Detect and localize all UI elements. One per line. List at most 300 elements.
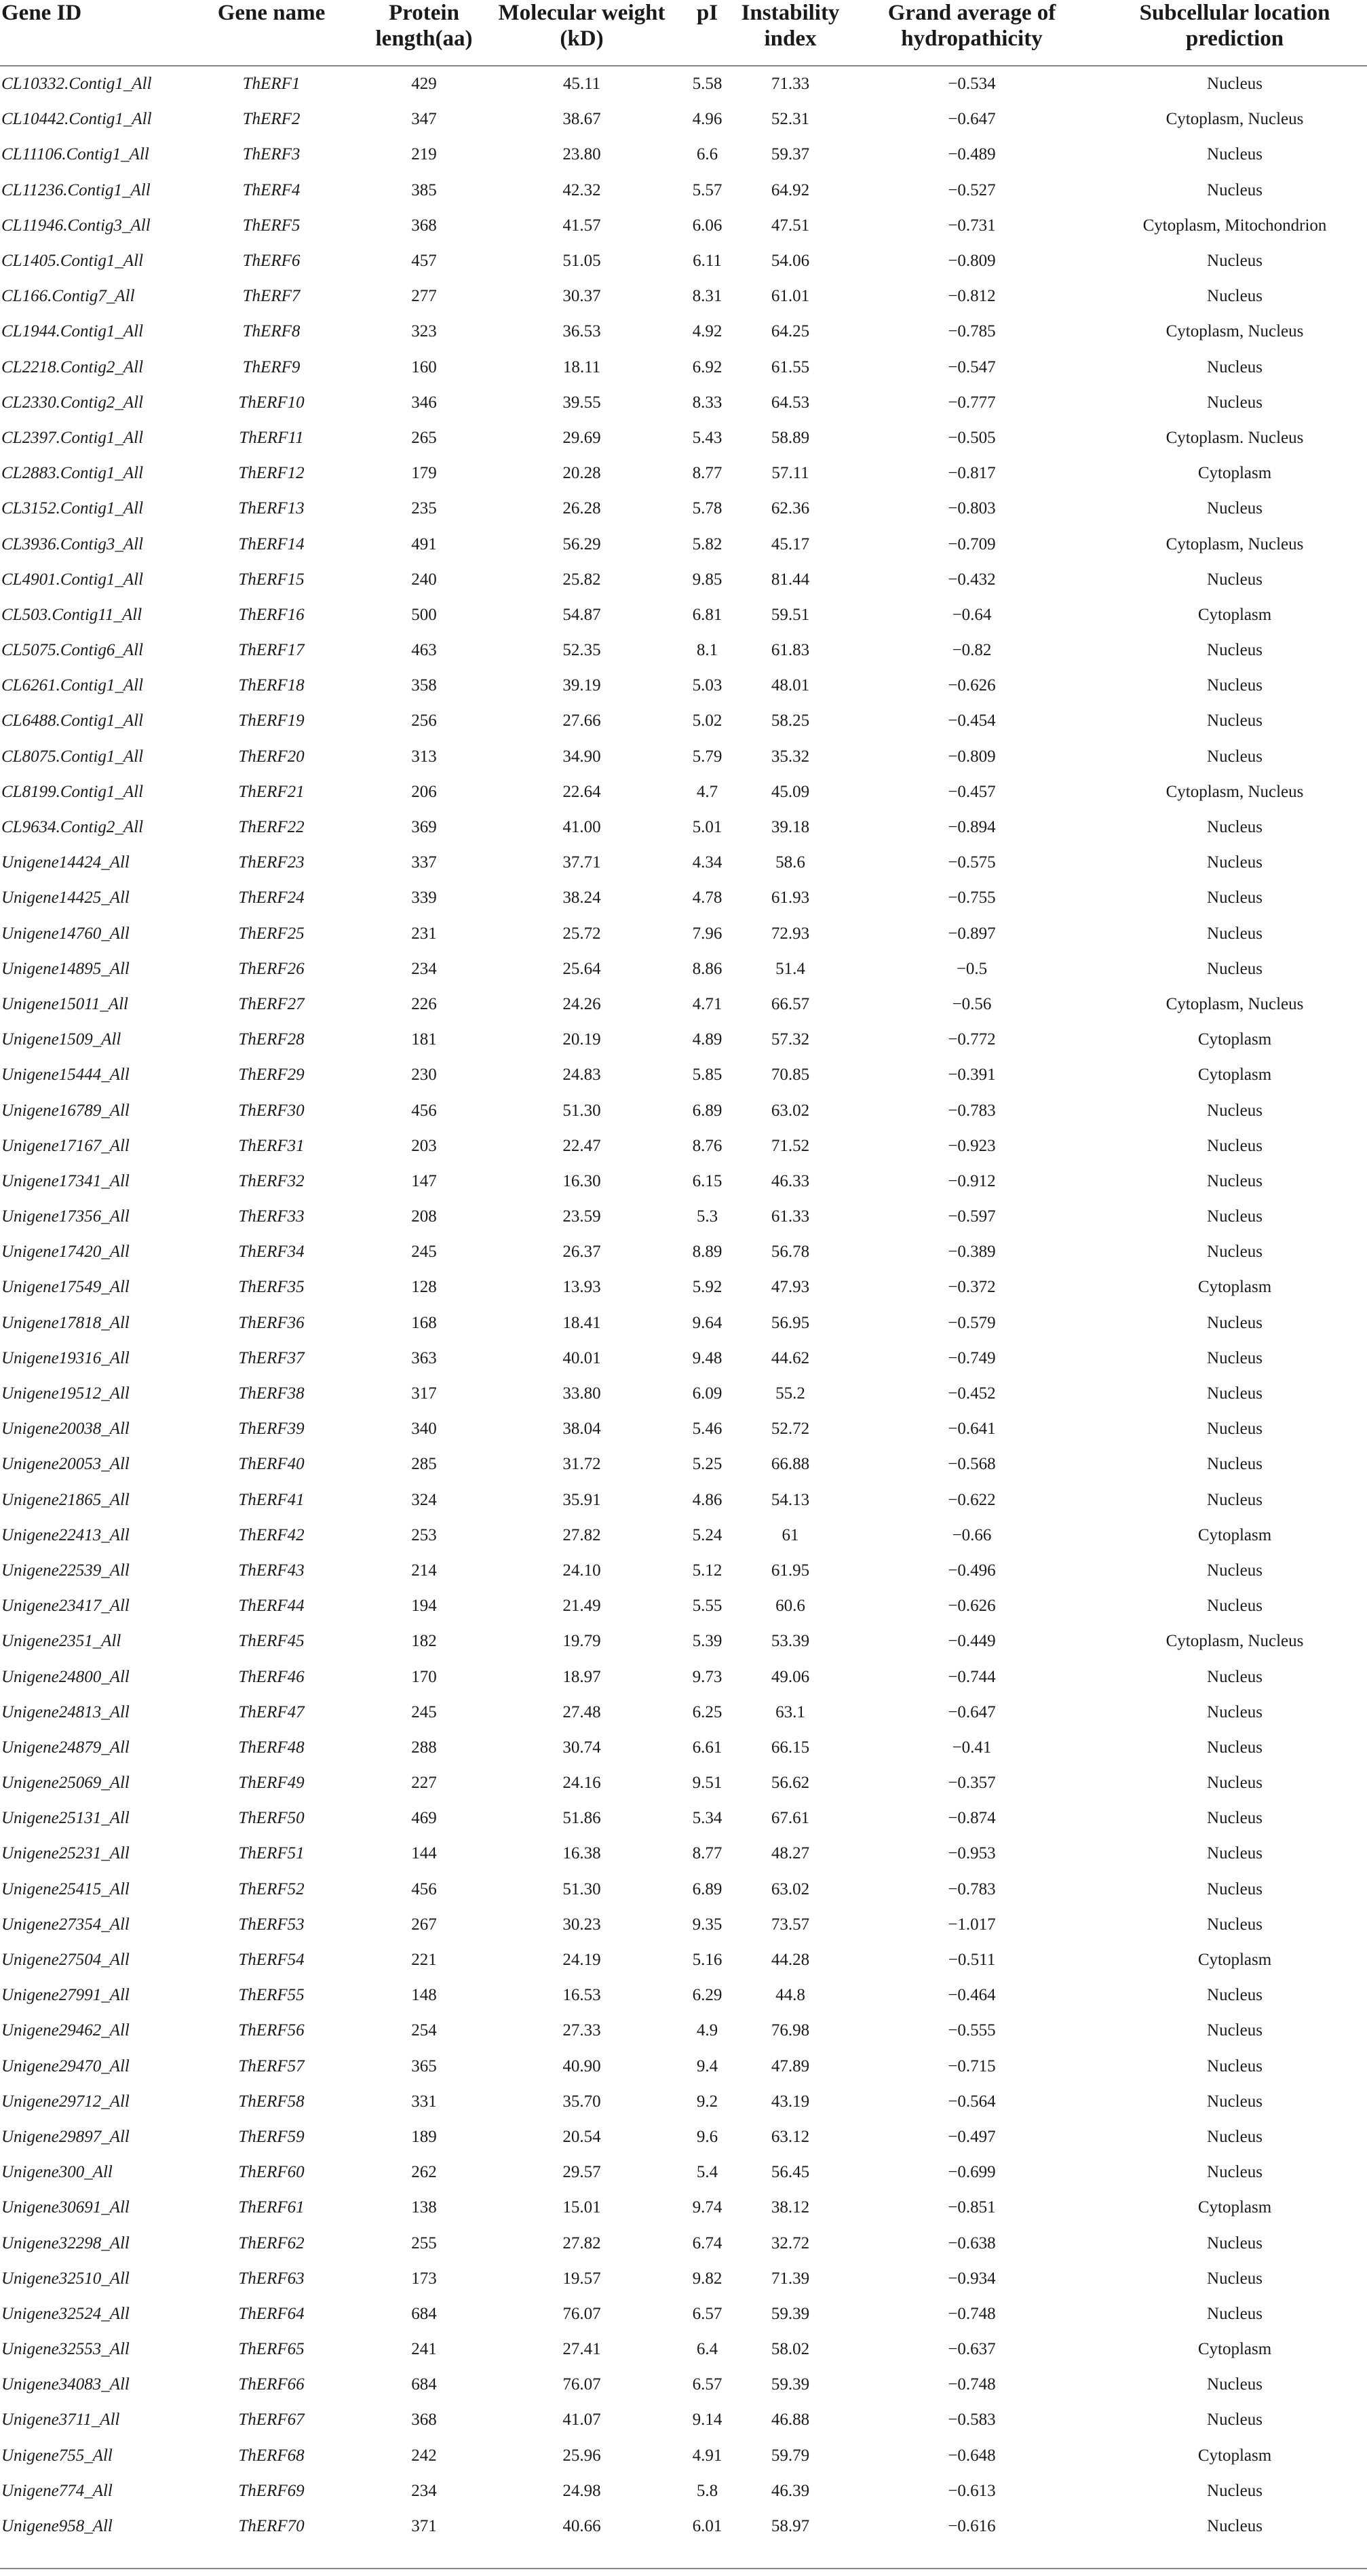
molecular-weight-cell: 27.82 [562, 2233, 601, 2252]
gene-name-cell: ThERF29 [238, 1066, 305, 1085]
subcellular-location-cell: Cytoplasm. Nucleus [1166, 428, 1304, 447]
gravy-cell: −0.372 [948, 1278, 996, 1297]
protein-length-cell: 288 [411, 1738, 437, 1757]
table-row [0, 775, 1367, 810]
header-gene-id: Gene ID [1, 1, 82, 25]
subcellular-location-cell: Nucleus [1207, 711, 1263, 730]
protein-length-cell: 170 [411, 1667, 437, 1686]
gene-name-cell: ThERF23 [238, 853, 305, 872]
gene-id-cell: CL2218.Contig2_All [1, 357, 144, 376]
instability-index-cell: 81.44 [771, 570, 810, 589]
gene-id-cell: Unigene22413_All [1, 1525, 130, 1544]
subcellular-location-cell: Nucleus [1207, 287, 1263, 306]
protein-length-cell: 242 [411, 2446, 437, 2465]
pi-cell: 6.06 [692, 216, 723, 235]
pi-cell: 6.29 [692, 1986, 723, 2005]
gravy-cell: −0.575 [948, 853, 996, 872]
gene-name-cell: ThERF32 [238, 1171, 305, 1190]
table-row [0, 456, 1367, 491]
gene-id-cell: Unigene15444_All [1, 1066, 130, 1085]
table-row [0, 739, 1367, 775]
table-row [0, 1518, 1367, 1553]
gene-id-cell: CL4901.Contig1_All [1, 570, 144, 589]
gene-name-cell: ThERF69 [238, 2481, 305, 2500]
protein-length-cell: 230 [411, 1066, 437, 1085]
gravy-cell: −0.699 [948, 2163, 996, 2182]
subcellular-location-cell: Nucleus [1207, 2021, 1263, 2040]
protein-length-cell: 221 [411, 1951, 437, 1970]
pi-cell: 6.25 [692, 1702, 723, 1721]
gene-name-cell: ThERF40 [238, 1455, 305, 1474]
instability-index-cell: 61.01 [771, 287, 810, 306]
gene-id-cell: CL11106.Contig1_All [1, 145, 149, 164]
gravy-cell: −0.547 [948, 357, 996, 376]
gene-id-cell: Unigene20053_All [1, 1455, 130, 1474]
pi-cell: 6.89 [692, 1101, 723, 1120]
gene-id-cell: Unigene16789_All [1, 1101, 130, 1120]
instability-index-cell: 48.27 [771, 1844, 810, 1863]
instability-index-cell: 56.45 [771, 2163, 810, 2182]
instability-index-cell: 63.02 [771, 1879, 810, 1898]
table-row [0, 279, 1367, 314]
gene-id-cell: Unigene1509_All [1, 1030, 121, 1049]
gravy-cell: −0.622 [948, 1490, 996, 1509]
gravy-cell: −0.457 [948, 782, 996, 801]
pi-cell: 6.92 [692, 357, 723, 376]
pi-cell: 5.8 [696, 2481, 718, 2500]
subcellular-location-cell: Nucleus [1207, 1384, 1263, 1403]
molecular-weight-cell: 51.30 [562, 1101, 601, 1120]
gravy-cell: −0.812 [948, 287, 996, 306]
gene-id-cell: Unigene14424_All [1, 853, 130, 872]
subcellular-location-cell: Nucleus [1207, 747, 1263, 766]
protein-length-cell: 262 [411, 2163, 437, 2182]
gene-name-cell: ThERF31 [238, 1136, 305, 1155]
subcellular-location-cell: Nucleus [1207, 1313, 1263, 1332]
gravy-cell: −0.912 [948, 1171, 996, 1190]
table-row [0, 2013, 1367, 2048]
protein-length-cell: 179 [411, 464, 437, 483]
gene-name-cell: ThERF18 [238, 676, 305, 695]
gravy-cell: −0.777 [948, 393, 996, 412]
protein-length-cell: 457 [411, 252, 437, 271]
gene-name-cell: ThERF2 [242, 110, 301, 129]
gene-name-cell: ThERF67 [238, 2411, 305, 2429]
subcellular-location-cell: Nucleus [1207, 2092, 1263, 2111]
protein-length-cell: 684 [411, 2375, 437, 2394]
subcellular-location-cell: Cytoplasm [1197, 1066, 1272, 1085]
subcellular-location-cell: Nucleus [1207, 853, 1263, 872]
pi-cell: 5.34 [692, 1809, 723, 1828]
pi-cell: 4.96 [692, 110, 723, 129]
pi-cell: 7.96 [692, 924, 723, 943]
instability-index-cell: 52.72 [771, 1420, 810, 1439]
pi-cell: 4.9 [696, 2021, 718, 2040]
gravy-cell: −0.772 [948, 1030, 996, 1049]
gene-id-cell: Unigene19316_All [1, 1348, 130, 1367]
table-row [0, 102, 1367, 137]
instability-index-cell: 60.6 [775, 1597, 805, 1616]
pi-cell: 9.85 [692, 570, 723, 589]
molecular-weight-cell: 24.19 [562, 1951, 601, 1970]
gene-id-cell: CL6261.Contig1_All [1, 676, 144, 695]
molecular-weight-cell: 36.53 [562, 322, 601, 341]
table-row [0, 1801, 1367, 1836]
gravy-cell: −0.579 [948, 1313, 996, 1332]
pi-cell: 5.57 [692, 180, 723, 199]
molecular-weight-cell: 56.29 [562, 534, 601, 553]
gene-name-cell: ThERF30 [238, 1101, 305, 1120]
pi-cell: 6.61 [692, 1738, 723, 1757]
protein-length-cell: 231 [411, 924, 437, 943]
gravy-cell: −0.432 [948, 570, 996, 589]
gravy-cell: −0.851 [948, 2198, 996, 2217]
instability-index-cell: 71.33 [771, 75, 810, 94]
subcellular-location-cell: Nucleus [1207, 2481, 1263, 2500]
protein-length-cell: 337 [411, 853, 437, 872]
gene-name-cell: ThERF54 [238, 1951, 305, 1970]
instability-index-cell: 59.39 [771, 2375, 810, 2394]
instability-index-cell: 63.02 [771, 1101, 810, 1120]
gene-id-cell: CL5075.Contig6_All [1, 641, 144, 660]
table-row [0, 598, 1367, 633]
molecular-weight-cell: 18.41 [562, 1313, 601, 1332]
subcellular-location-cell: Nucleus [1207, 1490, 1263, 1509]
gene-name-cell: ThERF34 [238, 1243, 305, 1262]
molecular-weight-cell: 29.69 [562, 428, 601, 447]
pi-cell: 4.7 [696, 782, 718, 801]
gene-id-cell: Unigene32510_All [1, 2269, 130, 2288]
gene-id-cell: Unigene15011_All [1, 994, 128, 1013]
protein-length-cell: 317 [411, 1384, 437, 1403]
gravy-cell: −0.785 [948, 322, 996, 341]
header-protein-length: Protein length(aa) [375, 1, 473, 51]
gravy-cell: −0.496 [948, 1561, 996, 1580]
molecular-weight-cell: 37.71 [562, 853, 601, 872]
gene-id-cell: Unigene24813_All [1, 1702, 130, 1721]
gene-name-cell: ThERF14 [238, 534, 305, 553]
pi-cell: 9.35 [692, 1915, 723, 1934]
gravy-cell: −0.641 [948, 1420, 996, 1439]
gene-id-cell: CL9634.Contig2_All [1, 818, 144, 837]
molecular-weight-cell: 18.97 [562, 1667, 601, 1686]
instability-index-cell: 71.52 [771, 1136, 810, 1155]
protein-length-cell: 254 [411, 2021, 437, 2040]
molecular-weight-cell: 40.01 [562, 1348, 601, 1367]
table-row [0, 2474, 1367, 2509]
gene-name-cell: ThERF16 [238, 605, 305, 624]
protein-length-cell: 226 [411, 994, 437, 1013]
gene-id-cell: Unigene29470_All [1, 2056, 130, 2075]
subcellular-location-cell: Nucleus [1207, 1136, 1263, 1155]
molecular-weight-cell: 51.05 [562, 252, 601, 271]
pi-cell: 5.03 [692, 676, 723, 695]
table-row [0, 2438, 1367, 2474]
gravy-cell: −0.783 [948, 1101, 996, 1120]
pi-cell: 5.12 [692, 1561, 723, 1580]
gravy-cell: −0.452 [948, 1384, 996, 1403]
subcellular-location-cell: Nucleus [1207, 959, 1263, 978]
subcellular-location-cell: Nucleus [1207, 1561, 1263, 1580]
molecular-weight-cell: 33.80 [562, 1384, 601, 1403]
molecular-weight-cell: 24.10 [562, 1561, 601, 1580]
subcellular-location-cell: Nucleus [1207, 1420, 1263, 1439]
molecular-weight-cell: 27.33 [562, 2021, 601, 2040]
instability-index-cell: 72.93 [771, 924, 810, 943]
protein-length-cell: 253 [411, 1525, 437, 1544]
pi-cell: 5.16 [692, 1951, 723, 1970]
pi-cell: 5.24 [692, 1525, 723, 1544]
subcellular-location-cell: Nucleus [1207, 393, 1263, 412]
protein-length-cell: 365 [411, 2056, 437, 2075]
subcellular-location-cell: Nucleus [1207, 2056, 1263, 2075]
subcellular-location-cell: Cytoplasm [1197, 2198, 1272, 2217]
pi-cell: 9.2 [696, 2092, 718, 2111]
gravy-cell: −0.709 [948, 534, 996, 553]
gravy-cell: −0.449 [948, 1632, 996, 1651]
table-bottom-rule [0, 2568, 1367, 2569]
gene-id-cell: CL10332.Contig1_All [1, 75, 152, 94]
molecular-weight-cell: 24.98 [562, 2481, 601, 2500]
header-molecular-weight: Molecular weight (kD) [498, 1, 666, 51]
gene-id-cell: Unigene14895_All [1, 959, 130, 978]
gravy-cell: −0.82 [952, 641, 992, 660]
pi-cell: 6.57 [692, 2304, 723, 2323]
gravy-cell: −0.637 [948, 2340, 996, 2359]
pi-cell: 5.82 [692, 534, 723, 553]
molecular-weight-cell: 76.07 [562, 2304, 601, 2323]
subcellular-location-cell: Nucleus [1207, 2127, 1263, 2146]
gravy-cell: −0.597 [948, 1207, 996, 1226]
gene-name-cell: ThERF68 [238, 2446, 305, 2465]
protein-length-cell: 368 [411, 216, 437, 235]
gravy-cell: −0.923 [948, 1136, 996, 1155]
pi-cell: 4.71 [692, 994, 723, 1013]
protein-length-cell: 358 [411, 676, 437, 695]
table-row [0, 350, 1367, 385]
gene-name-cell: ThERF27 [238, 994, 305, 1013]
subcellular-location-cell: Nucleus [1207, 1207, 1263, 1226]
molecular-weight-cell: 45.11 [562, 75, 601, 94]
molecular-weight-cell: 42.32 [562, 180, 601, 199]
pi-cell: 9.48 [692, 1348, 723, 1367]
molecular-weight-cell: 24.16 [562, 1774, 601, 1793]
instability-index-cell: 73.57 [771, 1915, 810, 1934]
molecular-weight-cell: 22.47 [562, 1136, 601, 1155]
table-row [0, 916, 1367, 952]
gene-name-cell: ThERF20 [238, 747, 305, 766]
table-row [0, 1907, 1367, 1943]
gravy-cell: −0.583 [948, 2411, 996, 2429]
instability-index-cell: 63.12 [771, 2127, 810, 2146]
gravy-cell: −0.5 [956, 959, 988, 978]
gene-id-cell: Unigene19512_All [1, 1384, 130, 1403]
gene-name-cell: ThERF59 [238, 2127, 305, 2146]
instability-index-cell: 62.36 [771, 499, 810, 518]
protein-length-cell: 463 [411, 641, 437, 660]
pi-cell: 5.3 [696, 1207, 718, 1226]
gravy-cell: −0.897 [948, 924, 996, 943]
protein-length-cell: 456 [411, 1101, 437, 1120]
gene-id-cell: Unigene17167_All [1, 1136, 130, 1155]
header-instability-index: Instability index [741, 1, 840, 51]
pi-cell: 5.4 [696, 2163, 718, 2182]
gravy-cell: −0.564 [948, 2092, 996, 2111]
table-row [0, 1624, 1367, 1659]
table-row [0, 1411, 1367, 1447]
gene-id-cell: CL2883.Contig1_All [1, 464, 144, 483]
subcellular-location-cell: Nucleus [1207, 2411, 1263, 2429]
table-row [0, 562, 1367, 598]
protein-length-cell: 208 [411, 1207, 437, 1226]
instability-index-cell: 39.18 [771, 818, 810, 837]
protein-length-cell: 203 [411, 1136, 437, 1155]
pi-cell: 6.11 [693, 252, 722, 271]
table-row [0, 1022, 1367, 1057]
gravy-cell: −0.953 [948, 1844, 996, 1863]
molecular-weight-cell: 38.24 [562, 889, 601, 908]
gravy-cell: −0.803 [948, 499, 996, 518]
gene-id-cell: Unigene30691_All [1, 2198, 130, 2217]
instability-index-cell: 44.62 [771, 1348, 810, 1367]
table-row [0, 2297, 1367, 2332]
instability-index-cell: 56.95 [771, 1313, 810, 1332]
gene-name-cell: ThERF48 [238, 1738, 305, 1757]
subcellular-location-cell: Cytoplasm [1197, 464, 1272, 483]
gene-name-cell: ThERF58 [238, 2092, 305, 2111]
gene-id-cell: Unigene22539_All [1, 1561, 130, 1580]
molecular-weight-cell: 41.07 [562, 2411, 601, 2429]
gene-name-cell: ThERF62 [238, 2233, 305, 2252]
table-row [0, 1164, 1367, 1199]
instability-index-cell: 61 [782, 1525, 799, 1544]
table-row [0, 385, 1367, 421]
gravy-cell: −0.748 [948, 2375, 996, 2394]
subcellular-location-cell: Nucleus [1207, 641, 1263, 660]
table-row [0, 1306, 1367, 1341]
pi-cell: 4.86 [692, 1490, 723, 1509]
gene-id-cell: Unigene27991_All [1, 1986, 130, 2005]
gene-name-cell: ThERF61 [238, 2198, 305, 2217]
gene-id-cell: CL166.Contig7_All [1, 287, 135, 306]
molecular-weight-cell: 25.72 [562, 924, 601, 943]
protein-length-cell: 346 [411, 393, 437, 412]
subcellular-location-cell: Nucleus [1207, 570, 1263, 589]
gene-name-cell: ThERF51 [238, 1844, 305, 1863]
instability-index-cell: 47.93 [771, 1278, 810, 1297]
molecular-weight-cell: 39.19 [562, 676, 601, 695]
gene-name-cell: ThERF25 [238, 924, 305, 943]
table-row [0, 2049, 1367, 2084]
protein-length-cell: 340 [411, 1420, 437, 1439]
instability-index-cell: 57.32 [771, 1030, 810, 1049]
subcellular-location-cell: Cytoplasm [1197, 2340, 1272, 2359]
molecular-weight-cell: 19.79 [562, 1632, 601, 1651]
pi-cell: 5.01 [692, 818, 723, 837]
protein-length-cell: 245 [411, 1702, 437, 1721]
protein-length-cell: 144 [411, 1844, 437, 1863]
instability-index-cell: 56.78 [771, 1243, 810, 1262]
protein-length-cell: 173 [411, 2269, 437, 2288]
instability-index-cell: 59.39 [771, 2304, 810, 2323]
pi-cell: 4.89 [692, 1030, 723, 1049]
protein-length-cell: 181 [411, 1030, 437, 1049]
instability-index-cell: 52.31 [771, 110, 810, 129]
molecular-weight-cell: 25.82 [562, 570, 601, 589]
gravy-cell: −0.817 [948, 464, 996, 483]
instability-index-cell: 53.39 [771, 1632, 810, 1651]
pi-cell: 9.6 [696, 2127, 718, 2146]
gene-name-cell: ThERF5 [242, 216, 301, 235]
subcellular-location-cell: Nucleus [1207, 1455, 1263, 1474]
gene-name-cell: ThERF66 [238, 2375, 305, 2394]
gene-name-cell: ThERF65 [238, 2340, 305, 2359]
molecular-weight-cell: 30.74 [562, 1738, 601, 1757]
table-row [0, 1730, 1367, 1765]
gene-name-cell: ThERF46 [238, 1667, 305, 1686]
gene-name-cell: ThERF22 [238, 818, 305, 837]
gravy-cell: −0.454 [948, 711, 996, 730]
instability-index-cell: 66.88 [771, 1455, 810, 1474]
gene-name-cell: ThERF47 [238, 1702, 305, 1721]
molecular-weight-cell: 40.66 [562, 2517, 601, 2536]
protein-length-cell: 240 [411, 570, 437, 589]
protein-length-cell: 227 [411, 1774, 437, 1793]
gravy-cell: −0.41 [952, 1738, 992, 1757]
molecular-weight-cell: 30.23 [562, 1915, 601, 1934]
gravy-cell: −0.534 [948, 75, 996, 94]
subcellular-location-cell: Nucleus [1207, 1597, 1263, 1616]
instability-index-cell: 47.89 [771, 2056, 810, 2075]
instability-index-cell: 59.51 [771, 605, 810, 624]
gene-id-cell: CL2330.Contig2_All [1, 393, 144, 412]
pi-cell: 8.77 [692, 1844, 723, 1863]
protein-length-cell: 469 [411, 1809, 437, 1828]
pi-cell: 6.01 [692, 2517, 723, 2536]
gene-name-cell: ThERF60 [238, 2163, 305, 2182]
table-row [0, 2402, 1367, 2438]
gravy-cell: −1.017 [948, 1915, 996, 1934]
subcellular-location-cell: Nucleus [1207, 2517, 1263, 2536]
table-row [0, 243, 1367, 279]
gene-id-cell: Unigene25131_All [1, 1809, 130, 1828]
gene-name-cell: ThERF57 [238, 2056, 305, 2075]
instability-index-cell: 61.83 [771, 641, 810, 660]
gene-id-cell: Unigene14760_All [1, 924, 130, 943]
gene-name-cell: ThERF4 [242, 180, 301, 199]
protein-length-cell: 255 [411, 2233, 437, 2252]
subcellular-location-cell: Nucleus [1207, 1667, 1263, 1686]
table-row [0, 1447, 1367, 1482]
protein-length-cell: 256 [411, 711, 437, 730]
gene-name-cell: ThERF17 [238, 641, 305, 660]
pi-cell: 4.92 [692, 322, 723, 341]
instability-index-cell: 64.92 [771, 180, 810, 199]
subcellular-location-cell: Cytoplasm [1197, 1525, 1272, 1544]
protein-length-cell: 339 [411, 889, 437, 908]
table-row [0, 1129, 1367, 1164]
gene-id-cell: Unigene958_All [1, 2517, 113, 2536]
molecular-weight-cell: 41.00 [562, 818, 601, 837]
instability-index-cell: 58.25 [771, 711, 810, 730]
molecular-weight-cell: 29.57 [562, 2163, 601, 2182]
molecular-weight-cell: 27.41 [562, 2340, 601, 2359]
molecular-weight-cell: 26.28 [562, 499, 601, 518]
table-row [0, 2367, 1367, 2402]
table-row [0, 1376, 1367, 1411]
molecular-weight-cell: 24.26 [562, 994, 601, 1013]
instability-index-cell: 44.8 [775, 1986, 805, 2005]
